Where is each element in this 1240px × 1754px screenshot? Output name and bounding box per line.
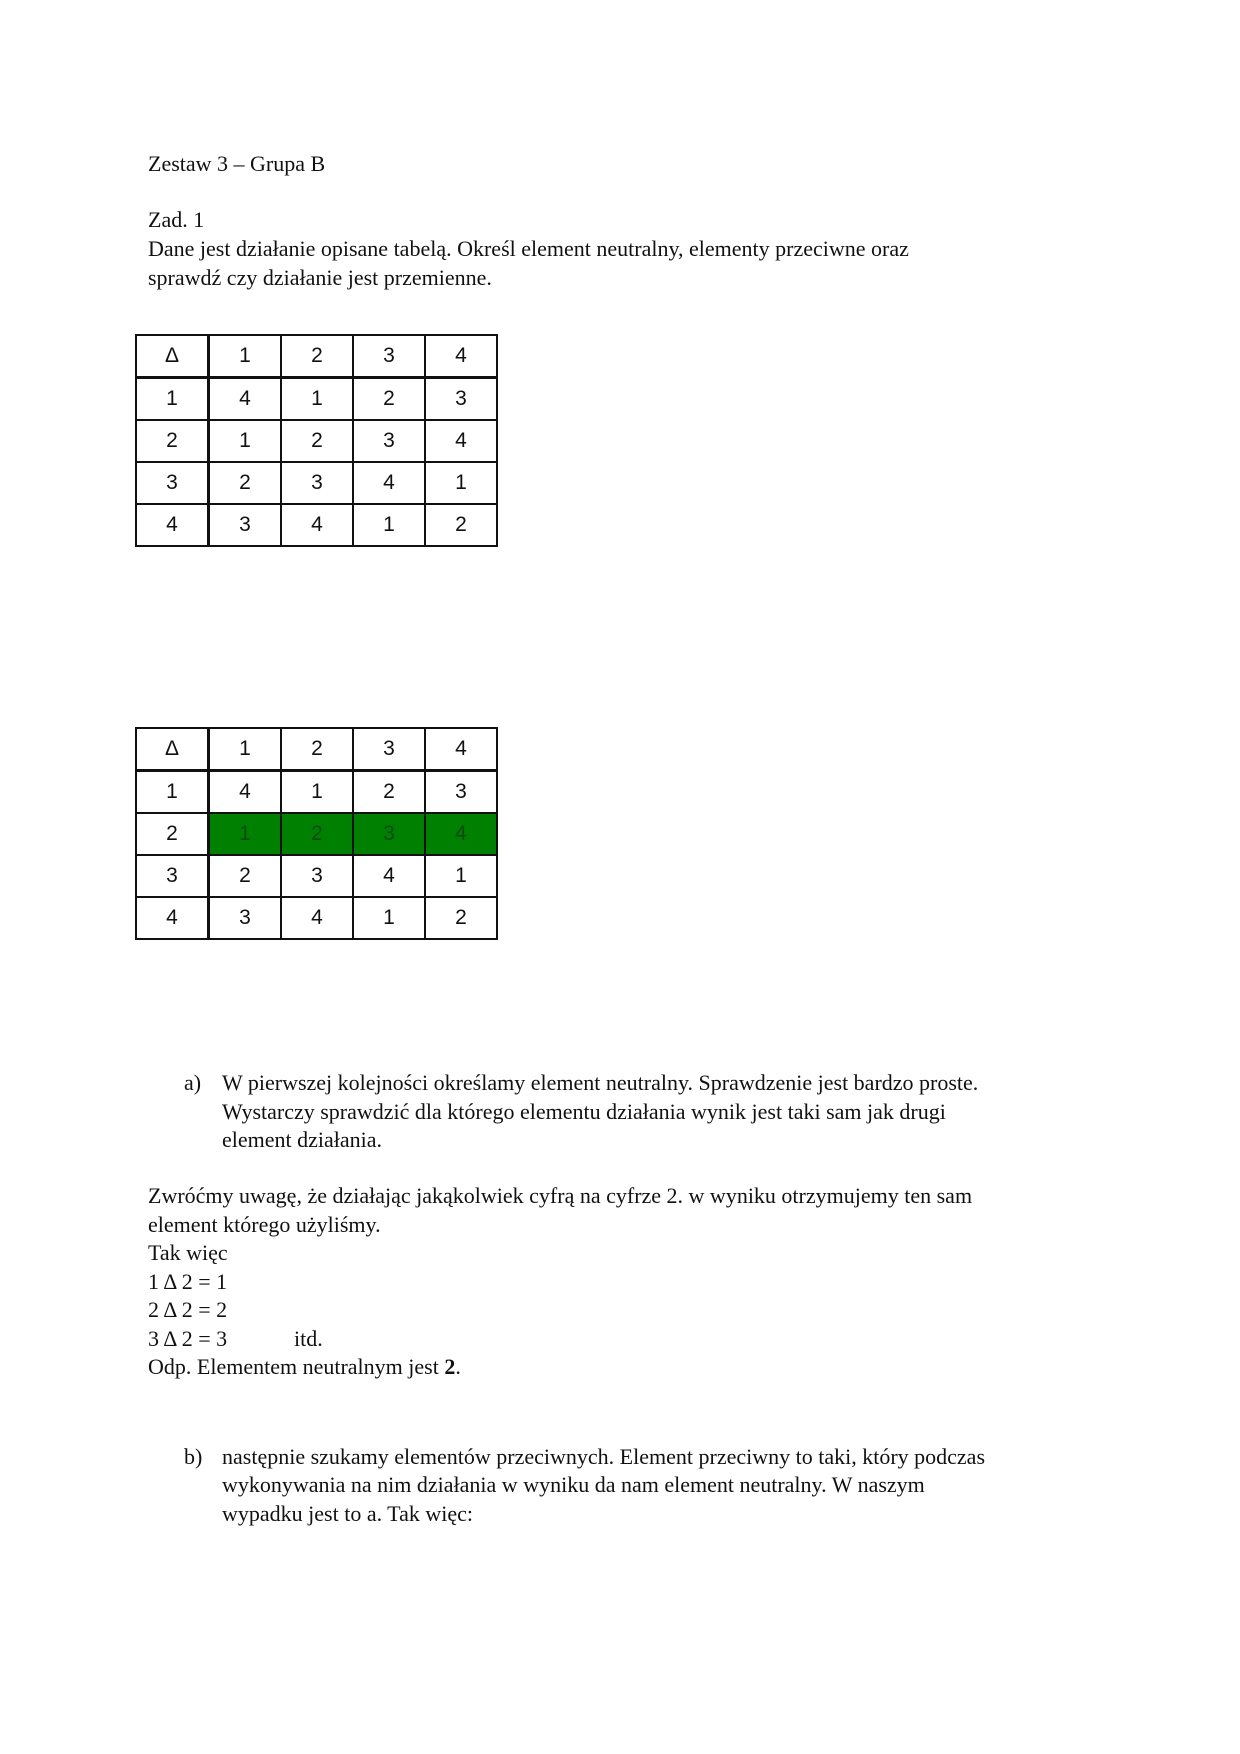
table-cell: Δ [136, 728, 209, 771]
equation-1: 1 Δ 2 = 1 [148, 1269, 228, 1294]
page-title: Zestaw 3 – Grupa B [148, 151, 326, 176]
table-cell: 4 [353, 462, 425, 504]
table-cell: 3 [136, 462, 209, 504]
answer [148, 1352, 461, 1381]
task-description-line-1: Dane jest działanie opisane tabelą. Określ element neutralny, elementy przeciwne oraz [148, 236, 909, 261]
equation-2: 2 Δ 2 = 2 [148, 1297, 228, 1322]
table-cell: 4 [209, 771, 282, 814]
table-cell: 4 [136, 897, 209, 939]
explanation-line-3: Tak więc [148, 1240, 228, 1265]
point-a-line-1: W pierwszej kolejności określamy element neutralny. Sprawdzenie jest bardzo proste. [222, 1070, 979, 1095]
point-b-line-2: wykonywania na nim działania w wyniku da nam element neutralny. W naszym [222, 1472, 925, 1497]
table-cell: 3 [209, 504, 282, 546]
table-cell: 3 [353, 335, 425, 378]
explanation-line-2: element którego użyliśmy. [148, 1212, 381, 1237]
table-cell: Δ [136, 335, 209, 378]
table-cell: 2 [425, 897, 497, 939]
answer-prefix: Odp. Elementem neutralnym jest [148, 1354, 445, 1379]
operation-table-2 [135, 727, 498, 940]
table-cell: 1 [136, 771, 209, 814]
task-description-line-2: sprawdź czy działanie jest przemienne. [148, 265, 492, 290]
task-label: Zad. 1 [148, 207, 205, 232]
table-cell: 3 [209, 897, 282, 939]
table-cell: 2 [281, 728, 353, 771]
table-row [136, 420, 497, 462]
table-cell: 3 [281, 855, 353, 897]
table-cell: 1 [136, 378, 209, 421]
table-cell: 2 [281, 420, 353, 462]
table-row [136, 462, 497, 504]
point-b-line-3: wypadku jest to a. Tak więc: [222, 1501, 473, 1526]
table-cell: 3 [136, 855, 209, 897]
table-cell-highlighted: 4 [425, 813, 497, 855]
answer-value: 2 [444, 1354, 456, 1379]
table-cell: 4 [281, 504, 353, 546]
table-cell: 1 [353, 504, 425, 546]
point-a-line-2: Wystarczy sprawdzić dla którego elementu działania wynik jest taki sam jak drugi [222, 1099, 946, 1124]
table-cell: 3 [353, 728, 425, 771]
equation-3: 3 Δ 2 = 3 [148, 1326, 228, 1351]
operation-table-1 [135, 334, 498, 547]
table-cell-highlighted: 2 [281, 813, 353, 855]
table-row [136, 378, 497, 421]
table-cell: 4 [425, 728, 497, 771]
table-row [136, 897, 497, 939]
table-cell: 3 [425, 771, 497, 814]
table-cell: 1 [353, 897, 425, 939]
table-cell: 2 [281, 335, 353, 378]
table-cell: 2 [425, 504, 497, 546]
table-cell: 1 [209, 335, 282, 378]
table-cell: 2 [136, 813, 209, 855]
table-header-row [136, 728, 497, 771]
table-cell: 4 [209, 378, 282, 421]
table-cell: 1 [281, 378, 353, 421]
table-cell-highlighted: 1 [209, 813, 282, 855]
etc-label: itd. [294, 1326, 323, 1351]
table-cell: 1 [281, 771, 353, 814]
table-cell: 1 [425, 855, 497, 897]
answer-suffix: . [455, 1354, 461, 1379]
table-cell: 3 [425, 378, 497, 421]
table-cell: 4 [425, 420, 497, 462]
table-cell: 2 [353, 771, 425, 814]
table-cell: 2 [353, 378, 425, 421]
table-row-highlighted [136, 813, 497, 855]
table-row [136, 855, 497, 897]
point-a-line-3: element działania. [222, 1127, 383, 1152]
table-cell-highlighted: 3 [353, 813, 425, 855]
table-cell: 2 [136, 420, 209, 462]
table-cell: 2 [209, 462, 282, 504]
explanation-line-1: Zwróćmy uwagę, że działając jakąkolwiek cyfrą na cyfrze 2. w wyniku otrzymujemy ten sam [148, 1183, 973, 1208]
table-cell: 4 [425, 335, 497, 378]
table-row [136, 504, 497, 546]
table-cell: 1 [425, 462, 497, 504]
table-row [136, 771, 497, 814]
table-cell: 1 [209, 728, 282, 771]
point-b-line-1: następnie szukamy elementów przeciwnych. Element przeciwny to taki, który podczas [222, 1444, 986, 1469]
table-cell: 3 [281, 462, 353, 504]
table-cell: 3 [353, 420, 425, 462]
table-cell: 4 [281, 897, 353, 939]
table-cell: 4 [136, 504, 209, 546]
table-cell: 4 [353, 855, 425, 897]
table-cell: 1 [209, 420, 282, 462]
table-header-row [136, 335, 497, 378]
table-cell: 2 [209, 855, 282, 897]
list-marker-b: b) [184, 1444, 203, 1469]
list-marker-a: a) [184, 1070, 202, 1095]
